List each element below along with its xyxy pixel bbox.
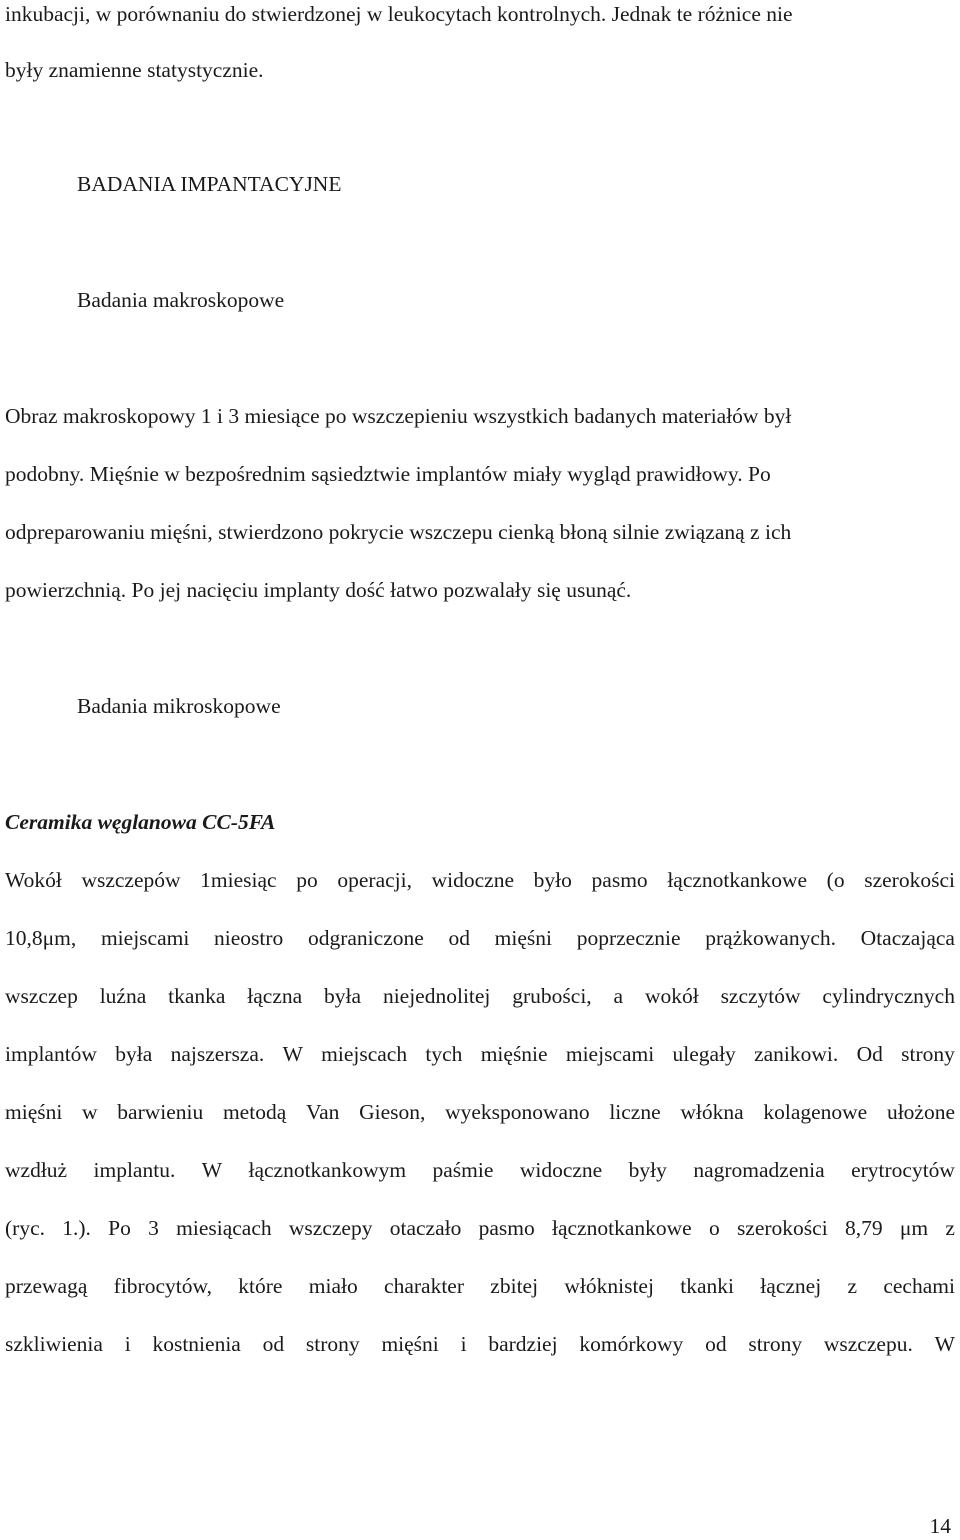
subsection-heading-macro: Badania makroskopowe <box>77 288 285 312</box>
word: włóknistej <box>564 1274 654 1298</box>
word: Od <box>856 1042 883 1066</box>
word: wszczepu. <box>823 1332 913 1356</box>
word: paśmie <box>432 1158 494 1182</box>
word: strony <box>901 1042 955 1066</box>
word: kostnienia <box>152 1332 241 1356</box>
word: szkliwienia <box>5 1332 103 1356</box>
paragraph-line: były znamienne statystycznie. <box>5 58 264 82</box>
word: zanikowi. <box>754 1042 839 1066</box>
word: mięśni <box>381 1332 439 1356</box>
word: 10,8μm, <box>5 926 77 950</box>
word: miejscami <box>565 1042 655 1066</box>
word: μm <box>899 1216 929 1240</box>
paragraph-line: powierzchnią. Po jej nacięciu implanty dość łatwo pozwalały się usunąć. <box>5 578 632 602</box>
word: metodą <box>222 1100 287 1124</box>
word: nagromadzenia <box>693 1158 825 1182</box>
paragraph-line <box>5 1214 955 1242</box>
material-subheading: Ceramika węglanowa CC-5FA <box>5 810 276 834</box>
word: wyeksponowano <box>445 1100 590 1124</box>
word: barwieniu <box>117 1100 204 1124</box>
paragraph-line <box>5 1156 955 1184</box>
word: luźna <box>99 984 147 1008</box>
word: fibrocytów, <box>113 1274 212 1298</box>
word: było <box>533 868 572 892</box>
word: komórkowy <box>579 1332 684 1356</box>
word: włókna <box>680 1100 744 1124</box>
word: tkanki <box>680 1274 734 1298</box>
word: łącznotkankowe <box>552 1216 692 1240</box>
word: miesiącach <box>176 1216 272 1240</box>
word: W <box>282 1042 303 1066</box>
word: łącznotkankowe <box>667 868 808 892</box>
word: które <box>238 1274 283 1298</box>
word: wokół <box>644 984 699 1008</box>
paragraph-line: inkubacji, w porównaniu do stwierdzonej w leukocytach kontrolnych. Jednak te różnice nie <box>5 2 793 26</box>
word: była <box>115 1042 153 1066</box>
word: ułożone <box>886 1100 955 1124</box>
word: mięśni <box>494 926 553 950</box>
paragraph-line <box>5 1272 955 1300</box>
word: prążkowanych. <box>705 926 836 950</box>
paragraph-line: Obraz makroskopowy 1 i 3 miesiące po wszczepieniu wszystkich badanych materiałów był <box>5 404 792 428</box>
section-title: BADANIA IMPANTACYJNE <box>77 172 342 196</box>
word: wszczepów <box>81 868 181 892</box>
word: po <box>296 868 318 892</box>
word: o <box>708 1216 720 1240</box>
paragraph-line <box>5 1040 955 1068</box>
word: pasmo <box>478 1216 535 1240</box>
word: z <box>945 1216 955 1240</box>
word: wszczep <box>5 984 78 1008</box>
word: była <box>324 984 362 1008</box>
word: grubości, <box>512 984 592 1008</box>
word: najszersza. <box>170 1042 265 1066</box>
word: od <box>262 1332 285 1356</box>
word: pasmo <box>591 868 648 892</box>
word: i <box>124 1332 131 1356</box>
word: z <box>847 1274 858 1298</box>
word: miejscami <box>100 926 190 950</box>
word: Gieson, <box>359 1100 426 1124</box>
word: poprzecznie <box>576 926 681 950</box>
paragraph-line <box>5 982 955 1010</box>
word: od <box>705 1332 727 1356</box>
word: cylindrycznych <box>822 984 955 1008</box>
page-number: 14 <box>929 1514 951 1538</box>
word: tych <box>425 1042 463 1066</box>
paragraph-line: odpreparowaniu mięśni, stwierdzono pokrycie wszczepu cienką błoną silnie związaną z ich <box>5 520 792 544</box>
word: szerokości <box>864 868 955 892</box>
word: cechami <box>883 1274 955 1298</box>
word: mięśnie <box>480 1042 548 1066</box>
word: otaczało <box>389 1216 462 1240</box>
word: 8,79 <box>844 1216 883 1240</box>
word: widoczne <box>519 1158 603 1182</box>
word: Po <box>108 1216 131 1240</box>
word: przewagą <box>5 1274 88 1298</box>
paragraph-line <box>5 1098 955 1126</box>
word: implantów <box>5 1042 97 1066</box>
word: łączna <box>247 984 303 1008</box>
word: implantu. <box>93 1158 176 1182</box>
word: W <box>201 1158 223 1182</box>
word: mięśni <box>5 1100 63 1124</box>
word: (o <box>826 868 845 892</box>
word: strony <box>748 1332 803 1356</box>
word: Otaczająca <box>860 926 955 950</box>
word: erytrocytów <box>851 1158 955 1182</box>
word: kolagenowe <box>763 1100 868 1124</box>
subsection-heading-micro: Badania mikroskopowe <box>77 694 281 718</box>
word: niejednolitej <box>382 984 491 1008</box>
word: wzdłuż <box>5 1158 68 1182</box>
word: miało <box>308 1274 358 1298</box>
word: (ryc. <box>5 1216 45 1240</box>
word: Wokół <box>5 868 62 892</box>
word: 1miesiąc <box>200 868 277 892</box>
word: Van <box>305 1100 340 1124</box>
word: były <box>628 1158 667 1182</box>
paragraph-line <box>5 924 955 952</box>
paragraph-line <box>5 866 955 894</box>
word: charakter <box>384 1274 464 1298</box>
word: strony <box>305 1332 360 1356</box>
word: a <box>613 984 624 1008</box>
word: 3 <box>148 1216 159 1240</box>
word: liczne <box>609 1100 661 1124</box>
paragraph-line: podobny. Mięśnie w bezpośrednim sąsiedztwie implantów miały wygląd prawidłowy. Po <box>5 462 771 486</box>
word: ulegały <box>672 1042 736 1066</box>
word: w <box>82 1100 98 1124</box>
word: nieostro <box>214 926 284 950</box>
word: widoczne <box>431 868 515 892</box>
word: wszczepy <box>288 1216 373 1240</box>
word: operacji, <box>337 868 412 892</box>
word: miejscach <box>321 1042 408 1066</box>
word: łącznotkankowym <box>248 1158 407 1182</box>
word: odgraniczone <box>307 926 424 950</box>
word: bardziej <box>488 1332 558 1356</box>
word: tkanka <box>168 984 226 1008</box>
word: i <box>460 1332 467 1356</box>
word: zbitej <box>490 1274 539 1298</box>
word: szczytów <box>720 984 801 1008</box>
word: W <box>934 1332 955 1356</box>
word: 1.). <box>62 1216 91 1240</box>
paragraph-line <box>5 1330 955 1358</box>
word: łącznej <box>760 1274 822 1298</box>
word: szerokości <box>736 1216 828 1240</box>
word: od <box>448 926 470 950</box>
